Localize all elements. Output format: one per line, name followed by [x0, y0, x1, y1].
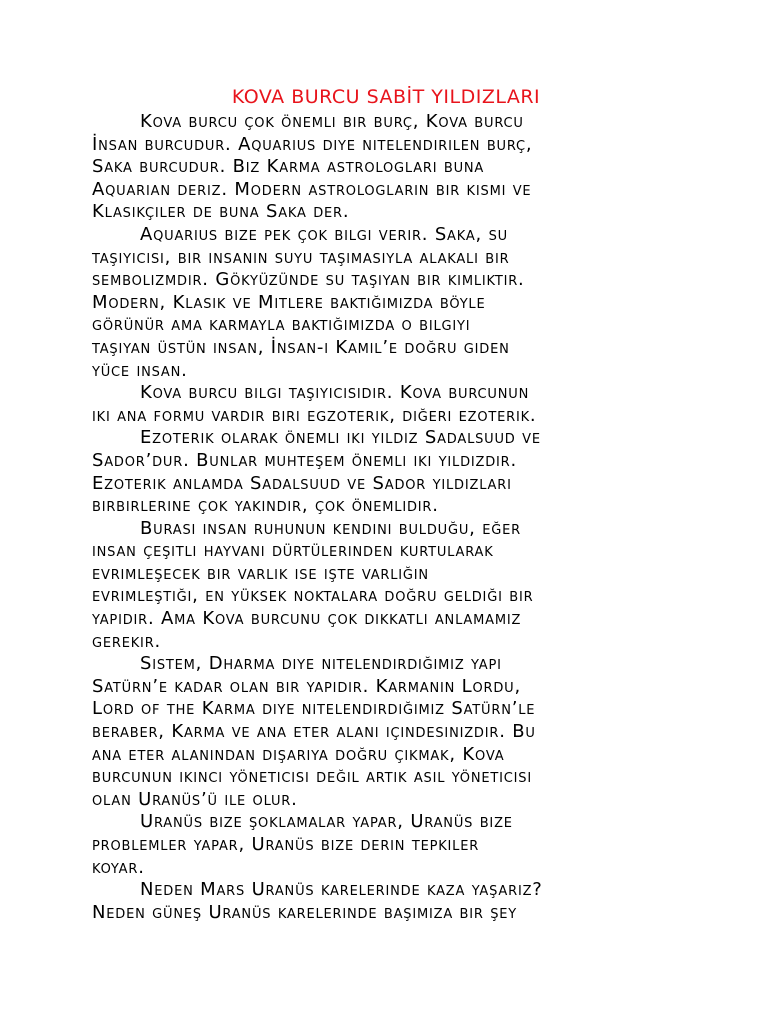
text-line: yapıdır. Ama Kova burcunu çok dikkatli anlamamız [92, 608, 522, 630]
text-line: Uranüs bize şoklamalar yapar, Uranüs bize [140, 811, 513, 833]
text-line: Kova burcu çok önemli bir burç, Kova burcu [140, 111, 524, 132]
text-line: Neden Mars Uranüs karelerinde kaza yaşarız? [140, 879, 543, 901]
text-line: yüce insan. [92, 359, 188, 381]
paragraph-4 [92, 427, 692, 517]
text-line: sembolizmdir. Gökyüzünde su taşıyan bir kimliktir. [92, 269, 525, 291]
document-page [92, 84, 692, 924]
text-line: iki ana formu vardır biri egzoterik, diğeri ezoterik. [92, 404, 537, 426]
text-line: gerekir. [92, 630, 162, 652]
paragraph-1 [92, 111, 692, 224]
text-line: evrimleşecek bir varlık ise işte varlığın [92, 562, 429, 584]
text-line: Neden güneş Uranüs karelerinde başımıza bir şey [92, 901, 518, 923]
text-line: Sador’dur. Bunlar muhteşem önemli iki yıldızdır. [92, 449, 518, 471]
text-line: birbirlerine çok yakındır, çok önemlidir. [92, 495, 439, 517]
text-line: taşıyan üstün insan, İnsan-ı Kamil’e doğru giden [92, 336, 510, 358]
text-line: Burası insan ruhunun kendini bulduğu, eğer [140, 517, 521, 539]
text-line: Sistem, Dharma diye nitelendirdiğimiz yapı [140, 653, 502, 675]
text-line: görünür ama karmayla baktiğımızda o bilgiyi [92, 314, 471, 336]
text-line: ana eter alanından dışarıya doğru çıkmak, Kova [92, 743, 505, 765]
text-line: insan çeşitli hayvani dürtülerinden kurtularak [92, 540, 494, 562]
document-title: KOVA BURCU SABİT YILDIZLARI [231, 86, 541, 108]
paragraph-8 [92, 879, 692, 924]
paragraph-5 [92, 518, 692, 654]
text-line: Kova burcu bilgi taşıyıcısıdır. Kova burcunun [140, 382, 530, 404]
text-line: Ezoterik anlamda Sadalsuud ve Sador yıldızları [92, 472, 512, 494]
text-line: Aquarian deriz. Modern astrologlarin bir kismi ve [92, 178, 532, 200]
text-line: Klasikçiler de buna Saka der. [92, 201, 350, 223]
text-line: olan Uranüs’ü ile olur. [92, 788, 298, 810]
text-line: beraber, Karma ve ana eter alanı içindesinizdir. Bu [92, 721, 536, 743]
text-line: Lord of the Karma diye nitelendirdiğimiz Satürn’le [92, 698, 536, 720]
paragraph-2 [92, 224, 692, 382]
paragraph-3 [92, 382, 692, 427]
text-line: İnsan burcudur. Aquarius diye nitelendirilen burç, [92, 133, 533, 155]
text-line: problemler yapar, Uranüs bize derin tepkiler [92, 834, 480, 855]
text-line: Satürn’e kadar olan bir yapıdır. Karmanın Lordu, [92, 675, 522, 697]
text-line: koyar. [92, 856, 145, 878]
text-line: Saka burcudur. Biz Karma astrologlari buna [92, 156, 485, 178]
text-line: Modern, Klasik ve Mitlere baktiğımızda böyle [92, 291, 486, 313]
text-line: taşıyıcısı, bir insanin suyu taşımasıyla alakali bir [92, 246, 510, 268]
paragraph-7 [92, 811, 692, 879]
paragraph-6 [92, 653, 692, 811]
text-line: Aquarius bize pek çok bilgi verir. Saka, su [140, 223, 508, 245]
text-line: Ezoterik olarak önemli iki yıldız Sadalsuud ve [140, 427, 541, 449]
text-line: evrimleştiği, en yüksek noktalara doğru geldiği bir [92, 585, 534, 607]
text-line: burcunun ikinci yöneticisi değil artık asıl yöneticisi [92, 766, 532, 788]
